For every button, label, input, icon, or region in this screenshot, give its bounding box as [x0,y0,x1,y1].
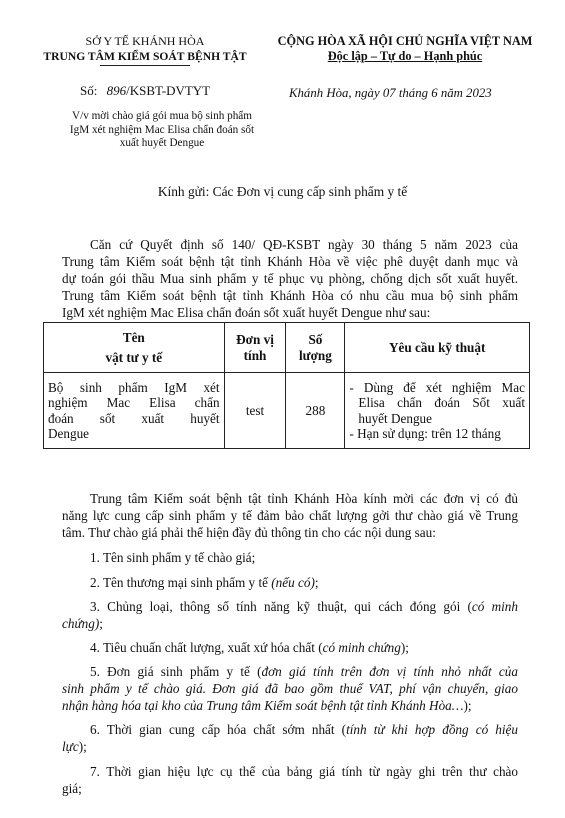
item-5-line3 [62,697,518,714]
date-day: 07 [382,86,396,100]
requirement-line: huyết Dengue [358,410,432,426]
item-7-line2: giá; [62,781,82,796]
item-5-note: đơn giá tính trên đơn vị tính nhỏ nhất của [261,664,518,679]
date-year: năm 2023 [440,86,492,100]
item-3-end: ; [99,616,103,631]
item-5 [62,663,518,714]
header-qty-l1: Số [308,332,323,347]
item-2-end: ; [314,575,319,590]
header-unit-l1: Đơn vị [236,332,274,347]
header-name [44,323,225,373]
date-line [289,86,492,101]
item-6-note-cont: lực [62,739,79,754]
header-name-l1: Tên [122,330,145,345]
number-prefix: Số: [80,83,98,98]
item-3-note: có minh [471,599,518,614]
table-row [44,373,530,449]
product-name-line: Dengue [48,426,90,441]
country-name: CỘNG HÒA XÃ HỘI CHỦ NGHĨA VIỆT NAM [277,34,533,48]
motto [260,49,550,64]
item-1: 1. Tên sinh phẩm y tế chào giá; [90,550,256,565]
product-name-line: đoán sốt xuất huyết [48,410,220,426]
item-4-text: 4. Tiêu chuẩn chất lượng, xuất xứ hóa chất ( [90,640,323,655]
item-3-line2 [62,615,518,632]
item-5-line1 [62,663,518,680]
table-header-row [44,323,530,373]
invitation-paragraph [62,490,518,541]
header-requirements: Yêu cầu kỹ thuật [345,323,530,373]
requirement-line: - Hạn sử dụng: trên 12 tháng [349,426,501,441]
cell-product-name [44,373,225,449]
number-code: /KSBT-DVTYT [126,83,211,98]
subject-block [42,110,282,151]
item-6-text: 6. Thời gian cung cấp hóa chất sớm nhất ( [90,722,347,737]
agency-block [40,34,250,66]
item-3-note-cont: chứng) [62,616,100,631]
product-name-line: Bộ sinh phẩm IgM xét [48,379,220,395]
intro-line: Trung tâm Kiểm soát bệnh tật tỉnh Khánh Hòa về việc phê duyệt danh mục và [62,254,518,269]
item-5-line2: sinh phẩm y tế chào giá. Đơn giá đã bao gồm thuế VAT, phí vận chuyển, giao [62,681,518,696]
motto-text: Độc lập – Tự do – Hạnh phúc [327,49,483,63]
header-qty-l2: lượng [299,347,332,363]
product-name-line: nghiệm Mac Elisa chẩn [48,395,220,410]
item-6-line1 [62,721,518,738]
item-7 [62,763,518,797]
requirement-line: - Dùng để xét nghiệm Mac [349,379,525,395]
item-3-text: 3. Chủng loại, thông số tính năng kỹ thuật, qui cách đóng gói ( [90,599,472,614]
item-2 [90,574,319,591]
cell-quantity: 288 [286,373,345,449]
invite-line: Trung tâm Kiểm soát bệnh tật tỉnh Khánh Hòa kính mời các đơn vị có đủ [90,491,518,506]
intro-line: Trung tâm Kiểm soát bệnh tật tỉnh Khánh Hòa có nhu cầu mua bộ sinh phẩm [62,288,518,303]
item-3-line1 [62,598,518,615]
intro-line: Căn cứ Quyết định số 140/ QĐ-KSBT ngày 30 tháng 5 năm 2023 của [90,237,518,252]
invite-line: năng lực cung cấp sinh phẩm y tế đảm bảo chất lượng gởi thư chào giá về Trung [62,508,518,523]
item-6 [62,721,518,755]
salutation: Kính gửi: Các Đơn vị cung cấp sinh phẩm y tế [157,184,408,199]
agency-name: TRUNG TÂM KIỂM SOÁT BỆNH TẬT [43,50,247,63]
item-7-line1: 7. Thời gian hiệu lực cụ thể của bảng giá tính từ ngày ghi trên thư chào [90,764,518,779]
header-name-l2: vật tư y tế [105,349,163,365]
subject-line: xuất huyết Dengue [119,137,205,150]
item-3 [62,598,518,632]
item-5-note-cont: nhận hàng hóa tại kho của Trung tâm Kiểm soát bệnh tật tỉnh Khánh Hòa… [62,698,464,713]
item-5-end: ); [463,698,472,713]
subject-line: V/v mời chào giá gói mua bộ sinh phẩm [72,110,252,122]
agency-underline [100,65,190,66]
cell-requirements [345,373,530,449]
item-5-text: 5. Đơn giá sinh phẩm y tế ( [90,664,262,679]
agency-parent: SỞ Y TẾ KHÁNH HÒA [85,34,205,48]
place-prefix: Khánh Hòa, ngày [289,86,380,100]
invite-line: tâm. Thư chào giá phải thể hiện đầy đủ thông tin cho các nội dung sau: [62,525,436,540]
header-qty [286,323,345,373]
item-6-line2 [62,738,518,755]
item-4-note: có minh chứng [322,640,401,655]
cell-unit: test [224,373,286,449]
item-6-end: ); [78,739,87,754]
header-unit-l2: tính [243,347,267,363]
intro-line: IgM xét nghiệm Mac Elisa chẩn đoán sốt xuất huyết Dengue như sau: [62,305,431,320]
header-unit [224,323,286,373]
month-prefix: tháng [398,86,428,100]
intro-paragraph [62,236,518,321]
item-6-note: tính từ khi hợp đồng có hiệu [346,722,518,737]
number-value: 896 [106,83,127,98]
item-4 [90,639,409,656]
item-2-note: (nếu có) [271,575,315,590]
item-2-text: 2. Tên thương mại sinh phẩm y tế [90,575,272,590]
document-number [80,83,210,99]
date-month: 6 [431,86,438,100]
supply-table [43,322,530,449]
requirement-line: Elisa chẩn đoán Sốt xuất [358,395,525,410]
national-heading [260,34,550,64]
subject-line: IgM xét nghiệm Mac Elisa chẩn đoán sốt [69,123,255,136]
item-4-end: ); [400,640,409,655]
intro-line: dự toán gói thầu Mua sinh phẩm y tế phục vụ phòng, chống dịch sốt xuất huyết. [62,271,518,286]
